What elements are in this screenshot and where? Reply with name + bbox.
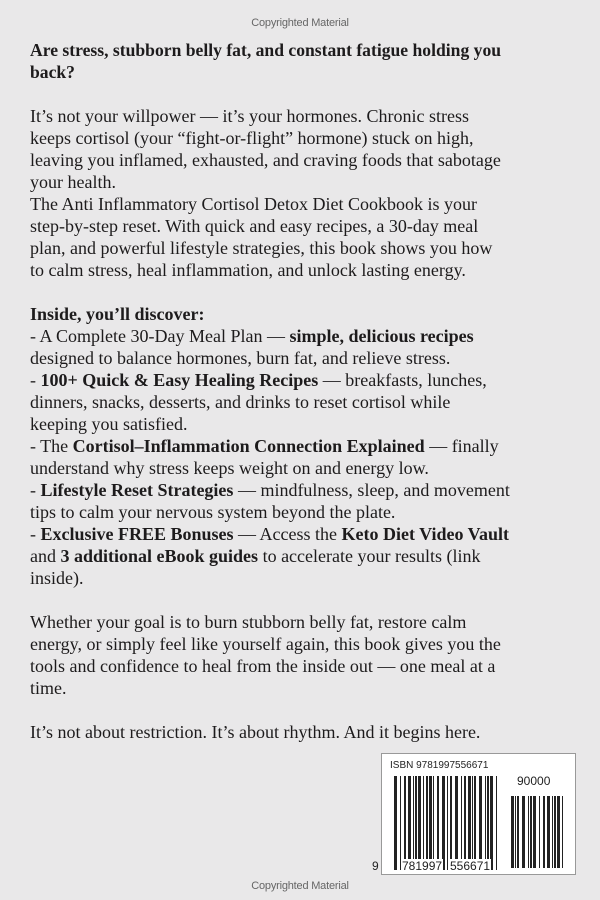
- barcode-bar: [415, 776, 417, 870]
- isbn-label: ISBN 9781997556671: [390, 760, 489, 771]
- text: — Access the: [233, 524, 342, 544]
- barcode-bar: [464, 776, 466, 870]
- bold-text: Are stress, stubborn belly fat, and constant fatigue holding you: [30, 40, 502, 60]
- barcode-bar: [547, 796, 550, 868]
- text: — mindfulness, sleep, and movement: [233, 480, 510, 500]
- text-line: [30, 127, 590, 149]
- price-addon-number: 90000: [517, 774, 551, 788]
- text: — breakfasts, lunches,: [318, 370, 487, 390]
- text-line: [30, 633, 590, 655]
- text: time.: [30, 678, 67, 698]
- text: It’s not your willpower — it’s your hormones. Chronic stress: [30, 106, 469, 126]
- barcode-bar: [413, 776, 414, 870]
- barcode-bar: [442, 776, 445, 870]
- text: and: [30, 546, 61, 566]
- text: inside).: [30, 568, 84, 588]
- barcode-bar: [543, 796, 545, 868]
- bold-text: 100+ Quick & Easy Healing Recipes: [40, 370, 319, 390]
- text-line: [30, 215, 590, 237]
- text: - The: [30, 436, 73, 456]
- barcode-bar: [530, 796, 532, 868]
- barcode-digits-right: 556671: [450, 859, 491, 873]
- bold-text: Exclusive FREE Bonuses: [40, 524, 234, 544]
- text-line: [30, 193, 590, 215]
- headline-line: [30, 61, 590, 83]
- barcode-bar: [400, 776, 401, 870]
- barcode-bar: [472, 776, 473, 870]
- barcode-bar: [539, 796, 540, 868]
- text-line: [30, 237, 590, 259]
- main-barcode-bars: [394, 776, 500, 870]
- text: Whether your goal is to burn stubborn belly fat, restore calm: [30, 612, 467, 632]
- barcode-bar: [490, 776, 493, 870]
- bold-text: Inside, you’ll discover:: [30, 304, 205, 324]
- text: energy, or simply feel like yourself again, this book gives you the: [30, 634, 501, 654]
- text: -: [30, 370, 41, 390]
- text-line: [30, 171, 590, 193]
- text-line: [30, 677, 590, 699]
- text-line: [30, 545, 590, 567]
- barcode-bar: [447, 776, 448, 870]
- barcode-bar: [474, 776, 476, 870]
- text: understand why stress keeps weight on and energy low.: [30, 458, 429, 478]
- barcode-bar: [485, 776, 486, 870]
- text-line: [30, 369, 590, 391]
- text-line: [30, 721, 590, 743]
- text: to accelerate your results (link: [258, 546, 481, 566]
- bold-text: Cortisol–Inflammation Connection Explained: [72, 436, 425, 456]
- paragraph-gap: [30, 699, 590, 721]
- bold-text: Keto Diet Video Vault: [341, 524, 510, 544]
- text-line: [30, 347, 590, 369]
- text: — finally: [424, 436, 499, 456]
- copyright-notice-top: Copyrighted Material: [251, 17, 349, 29]
- bold-text: simple, delicious recipes: [289, 326, 474, 346]
- text: your health.: [30, 172, 116, 192]
- barcode-bar: [562, 796, 563, 868]
- paragraph-gap: [30, 83, 590, 105]
- text-line: [30, 303, 590, 325]
- bold-text: Lifestyle Reset Strategies: [40, 480, 234, 500]
- barcode-bar: [554, 796, 556, 868]
- text: -: [30, 480, 41, 500]
- text: designed to balance hormones, burn fat, and relieve stress.: [30, 348, 451, 368]
- barcode-bar: [552, 796, 553, 868]
- barcode-bar: [511, 796, 514, 868]
- barcode-bar: [394, 776, 397, 870]
- text: to calm stress, heal inflammation, and unlock lasting energy.: [30, 260, 466, 280]
- text: leaving you inflamed, exhausted, and craving foods that sabotage: [30, 150, 501, 170]
- text: tools and confidence to heal from the inside out — one meal at a: [30, 656, 496, 676]
- text: plan, and powerful lifestyle strategies, this book shows you how: [30, 238, 493, 258]
- barcode-bar: [522, 796, 525, 868]
- barcode-bar: [437, 776, 439, 870]
- barcode-bar: [461, 776, 462, 870]
- bold-text: back?: [30, 62, 75, 82]
- barcode-bar: [468, 776, 471, 870]
- text-line: [30, 435, 590, 457]
- text-line: [30, 259, 590, 281]
- paragraph-gap: [30, 589, 590, 611]
- barcode-bar: [426, 776, 428, 870]
- text: - A Complete 30-Day Meal Plan —: [30, 326, 290, 346]
- barcode-bar: [533, 796, 536, 868]
- copyright-notice-bottom: Copyrighted Material: [251, 880, 349, 892]
- barcode-bar: [408, 776, 411, 870]
- barcode-bar: [515, 796, 516, 868]
- text: dinners, snacks, desserts, and drinks to reset cortisol while: [30, 392, 451, 412]
- text: -: [30, 524, 41, 544]
- paragraph-gap: [30, 281, 590, 303]
- addon-barcode-bars: [511, 796, 565, 868]
- text-line: [30, 325, 590, 347]
- back-cover-text: [30, 39, 590, 743]
- barcode-bar: [557, 796, 560, 868]
- headline-line: [30, 39, 590, 61]
- barcode-bar: [429, 776, 432, 870]
- text-line: [30, 501, 590, 523]
- text-line: [30, 523, 590, 545]
- barcode-bar: [496, 776, 497, 870]
- barcode-bar: [517, 796, 519, 868]
- text-line: [30, 655, 590, 677]
- barcode-bar: [404, 776, 406, 870]
- text: It’s not about restriction. It’s about rhythm. And it begins here.: [30, 722, 481, 742]
- barcode-bar: [423, 776, 424, 870]
- barcode-bar: [433, 776, 434, 870]
- bold-text: 3 additional eBook guides: [60, 546, 259, 566]
- barcode-bar: [487, 776, 489, 870]
- text-line: [30, 457, 590, 479]
- barcode-bar: [455, 776, 458, 870]
- text-line: [30, 391, 590, 413]
- text-line: [30, 479, 590, 501]
- text-line: [30, 567, 590, 589]
- barcode-bar: [418, 776, 421, 870]
- text-line: [30, 413, 590, 435]
- text: keeping you satisfied.: [30, 414, 188, 434]
- text-line: [30, 149, 590, 171]
- barcode-lead-digit: 9: [372, 859, 379, 873]
- text: keeps cortisol (your “fight-or-flight” hormone) stuck on high,: [30, 128, 474, 148]
- barcode-bar: [450, 776, 452, 870]
- barcode-digits-left: 781997: [402, 859, 443, 873]
- text: step-by-step reset. With quick and easy recipes, a 30-day meal: [30, 216, 479, 236]
- text: tips to calm your nervous system beyond the plate.: [30, 502, 396, 522]
- text: The Anti Inflammatory Cortisol Detox Diet Cookbook is your: [30, 194, 477, 214]
- text-line: [30, 611, 590, 633]
- barcode-bar: [528, 796, 529, 868]
- barcode-bar: [479, 776, 482, 870]
- isbn-barcode: [372, 753, 576, 875]
- text-line: [30, 105, 590, 127]
